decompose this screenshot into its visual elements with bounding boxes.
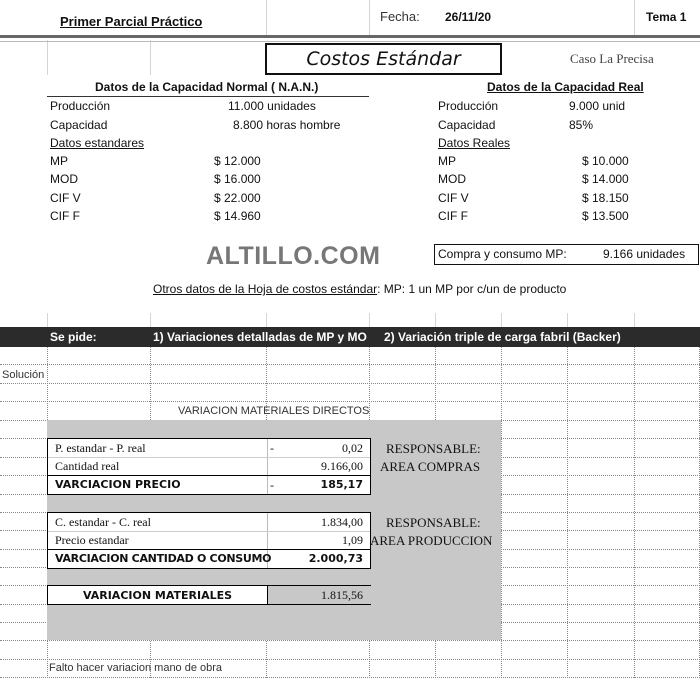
label: MOD: [50, 172, 78, 186]
cantidad-total: 2.000,73: [308, 552, 363, 565]
solucion-label: Solución: [2, 369, 45, 381]
precio-total-label: VARCIACION PRECIO: [55, 478, 181, 491]
grid-line: [634, 0, 635, 36]
value: 1.834,00: [321, 515, 363, 529]
value: $ 16.000: [214, 172, 261, 186]
sign: -: [270, 441, 274, 455]
grid-line: [369, 0, 370, 36]
grid-line: [0, 401, 700, 402]
grid-line: [369, 313, 370, 327]
value: 0,02: [342, 441, 363, 455]
cantidad-total-label: VARCIACION CANTIDAD O CONSUMO: [55, 552, 272, 565]
sub-heading: Datos Reales: [438, 136, 511, 150]
value: $ 14.960: [214, 209, 261, 223]
label: CIF V: [438, 191, 469, 205]
label: CIF F: [50, 209, 80, 223]
label: Cantidad real: [55, 459, 120, 473]
value: 85%: [569, 118, 594, 132]
value: $ 22.000: [214, 191, 261, 205]
label: Producción: [50, 99, 111, 113]
header-divider: [0, 35, 700, 38]
normal-heading: Datos de la Capacidad Normal ( N.A.N.): [95, 80, 319, 94]
se-pide-item1: 1) Variaciones detalladas de MP y MO: [153, 330, 367, 344]
se-pide-item2: 2) Variación triple de carga fabril (Backer): [384, 330, 621, 344]
compra-label: Compra y consumo MP:: [438, 247, 567, 261]
divider: [48, 457, 370, 458]
value: $ 14.000: [582, 172, 629, 186]
se-pide-bar: [0, 327, 700, 347]
grid-line: [634, 347, 635, 678]
label: Capacidad: [438, 118, 496, 132]
precio-box: [47, 438, 371, 495]
grid-line: [501, 313, 502, 327]
label: Precio estandar: [55, 533, 129, 547]
label: MP: [438, 154, 456, 168]
sign: -: [270, 478, 274, 492]
grid-line: [266, 313, 267, 327]
label: MOD: [438, 172, 466, 186]
divider: [48, 549, 370, 550]
label: CIF V: [50, 191, 81, 205]
otros-datos: [153, 282, 566, 296]
value: 9.000 unid: [569, 99, 626, 113]
note: Falto hacer variacion mano de obra: [49, 662, 223, 674]
real-heading: Datos de la Capacidad Real: [487, 80, 644, 94]
value: $ 18.150: [582, 191, 629, 205]
case-name: Caso La Precisa: [570, 51, 654, 66]
responsable-label: RESPONSABLE:: [386, 515, 481, 530]
sheet-title: Primer Parcial Práctico: [60, 14, 203, 29]
se-pide-label: Se pide:: [50, 330, 97, 344]
label: MP: [50, 154, 68, 168]
grid-line: [501, 347, 502, 678]
value: 1,09: [342, 533, 363, 547]
otros-text: : MP: 1 un MP por c/un de producto: [377, 282, 567, 296]
fecha-label: Fecha:: [380, 9, 420, 24]
value: 9.166,00: [321, 459, 363, 473]
grid-line: [0, 659, 700, 660]
label: CIF F: [438, 209, 468, 223]
main-title: Costos Estándar: [265, 43, 502, 75]
divider: [48, 475, 370, 476]
grid-line: [47, 313, 48, 327]
tema-label: Tema 1: [646, 10, 687, 24]
watermark: ALTILLO.COM: [206, 242, 381, 270]
value: $ 10.000: [582, 154, 629, 168]
value: 8.800 horas hombre: [233, 118, 341, 132]
label: C. estandar - C. real: [55, 515, 151, 529]
variacion-total-label: VARIACION MATERIALES: [82, 589, 233, 602]
grid-line: [567, 347, 568, 678]
value: $ 12.000: [214, 154, 261, 168]
underline: [47, 96, 369, 97]
total-box: [47, 585, 371, 605]
divider: [267, 439, 268, 494]
sub-heading: Datos estandares: [50, 136, 145, 150]
grid-line: [47, 40, 48, 75]
grid-line: [150, 40, 151, 75]
value: 11.000 unidades: [228, 99, 316, 113]
compra-box: [434, 244, 699, 265]
precio-total: 185,17: [320, 478, 363, 491]
grid-line: [567, 313, 568, 327]
grid-line: [0, 640, 700, 641]
variacion-title: VARIACION MATERIALES DIRECTOS: [178, 405, 370, 417]
responsable-area: AREA COMPRAS: [380, 459, 481, 474]
grid-line: [634, 313, 635, 327]
fecha-value: 26/11/20: [445, 10, 492, 24]
value: $ 13.500: [582, 209, 629, 223]
grid-line: [0, 383, 700, 384]
grid-line: [150, 313, 151, 327]
cantidad-box: [47, 512, 371, 569]
grid-line: [266, 0, 267, 36]
grid-line: [0, 364, 700, 365]
variacion-total: 1.815,56: [321, 588, 363, 602]
label: Capacidad: [50, 118, 108, 132]
label: P. estandar - P. real: [55, 441, 146, 455]
compra-value: 9.166 unidades: [603, 247, 686, 261]
divider: [48, 531, 370, 532]
label: Producción: [438, 99, 499, 113]
responsable-label: RESPONSABLE:: [386, 441, 481, 456]
grid-line: [435, 313, 436, 327]
responsable-area: AREA PRODUCCION: [370, 533, 493, 548]
otros-label: Otros datos de la Hoja de costos estándar: [153, 282, 378, 296]
header-divider-thin: [0, 41, 700, 42]
